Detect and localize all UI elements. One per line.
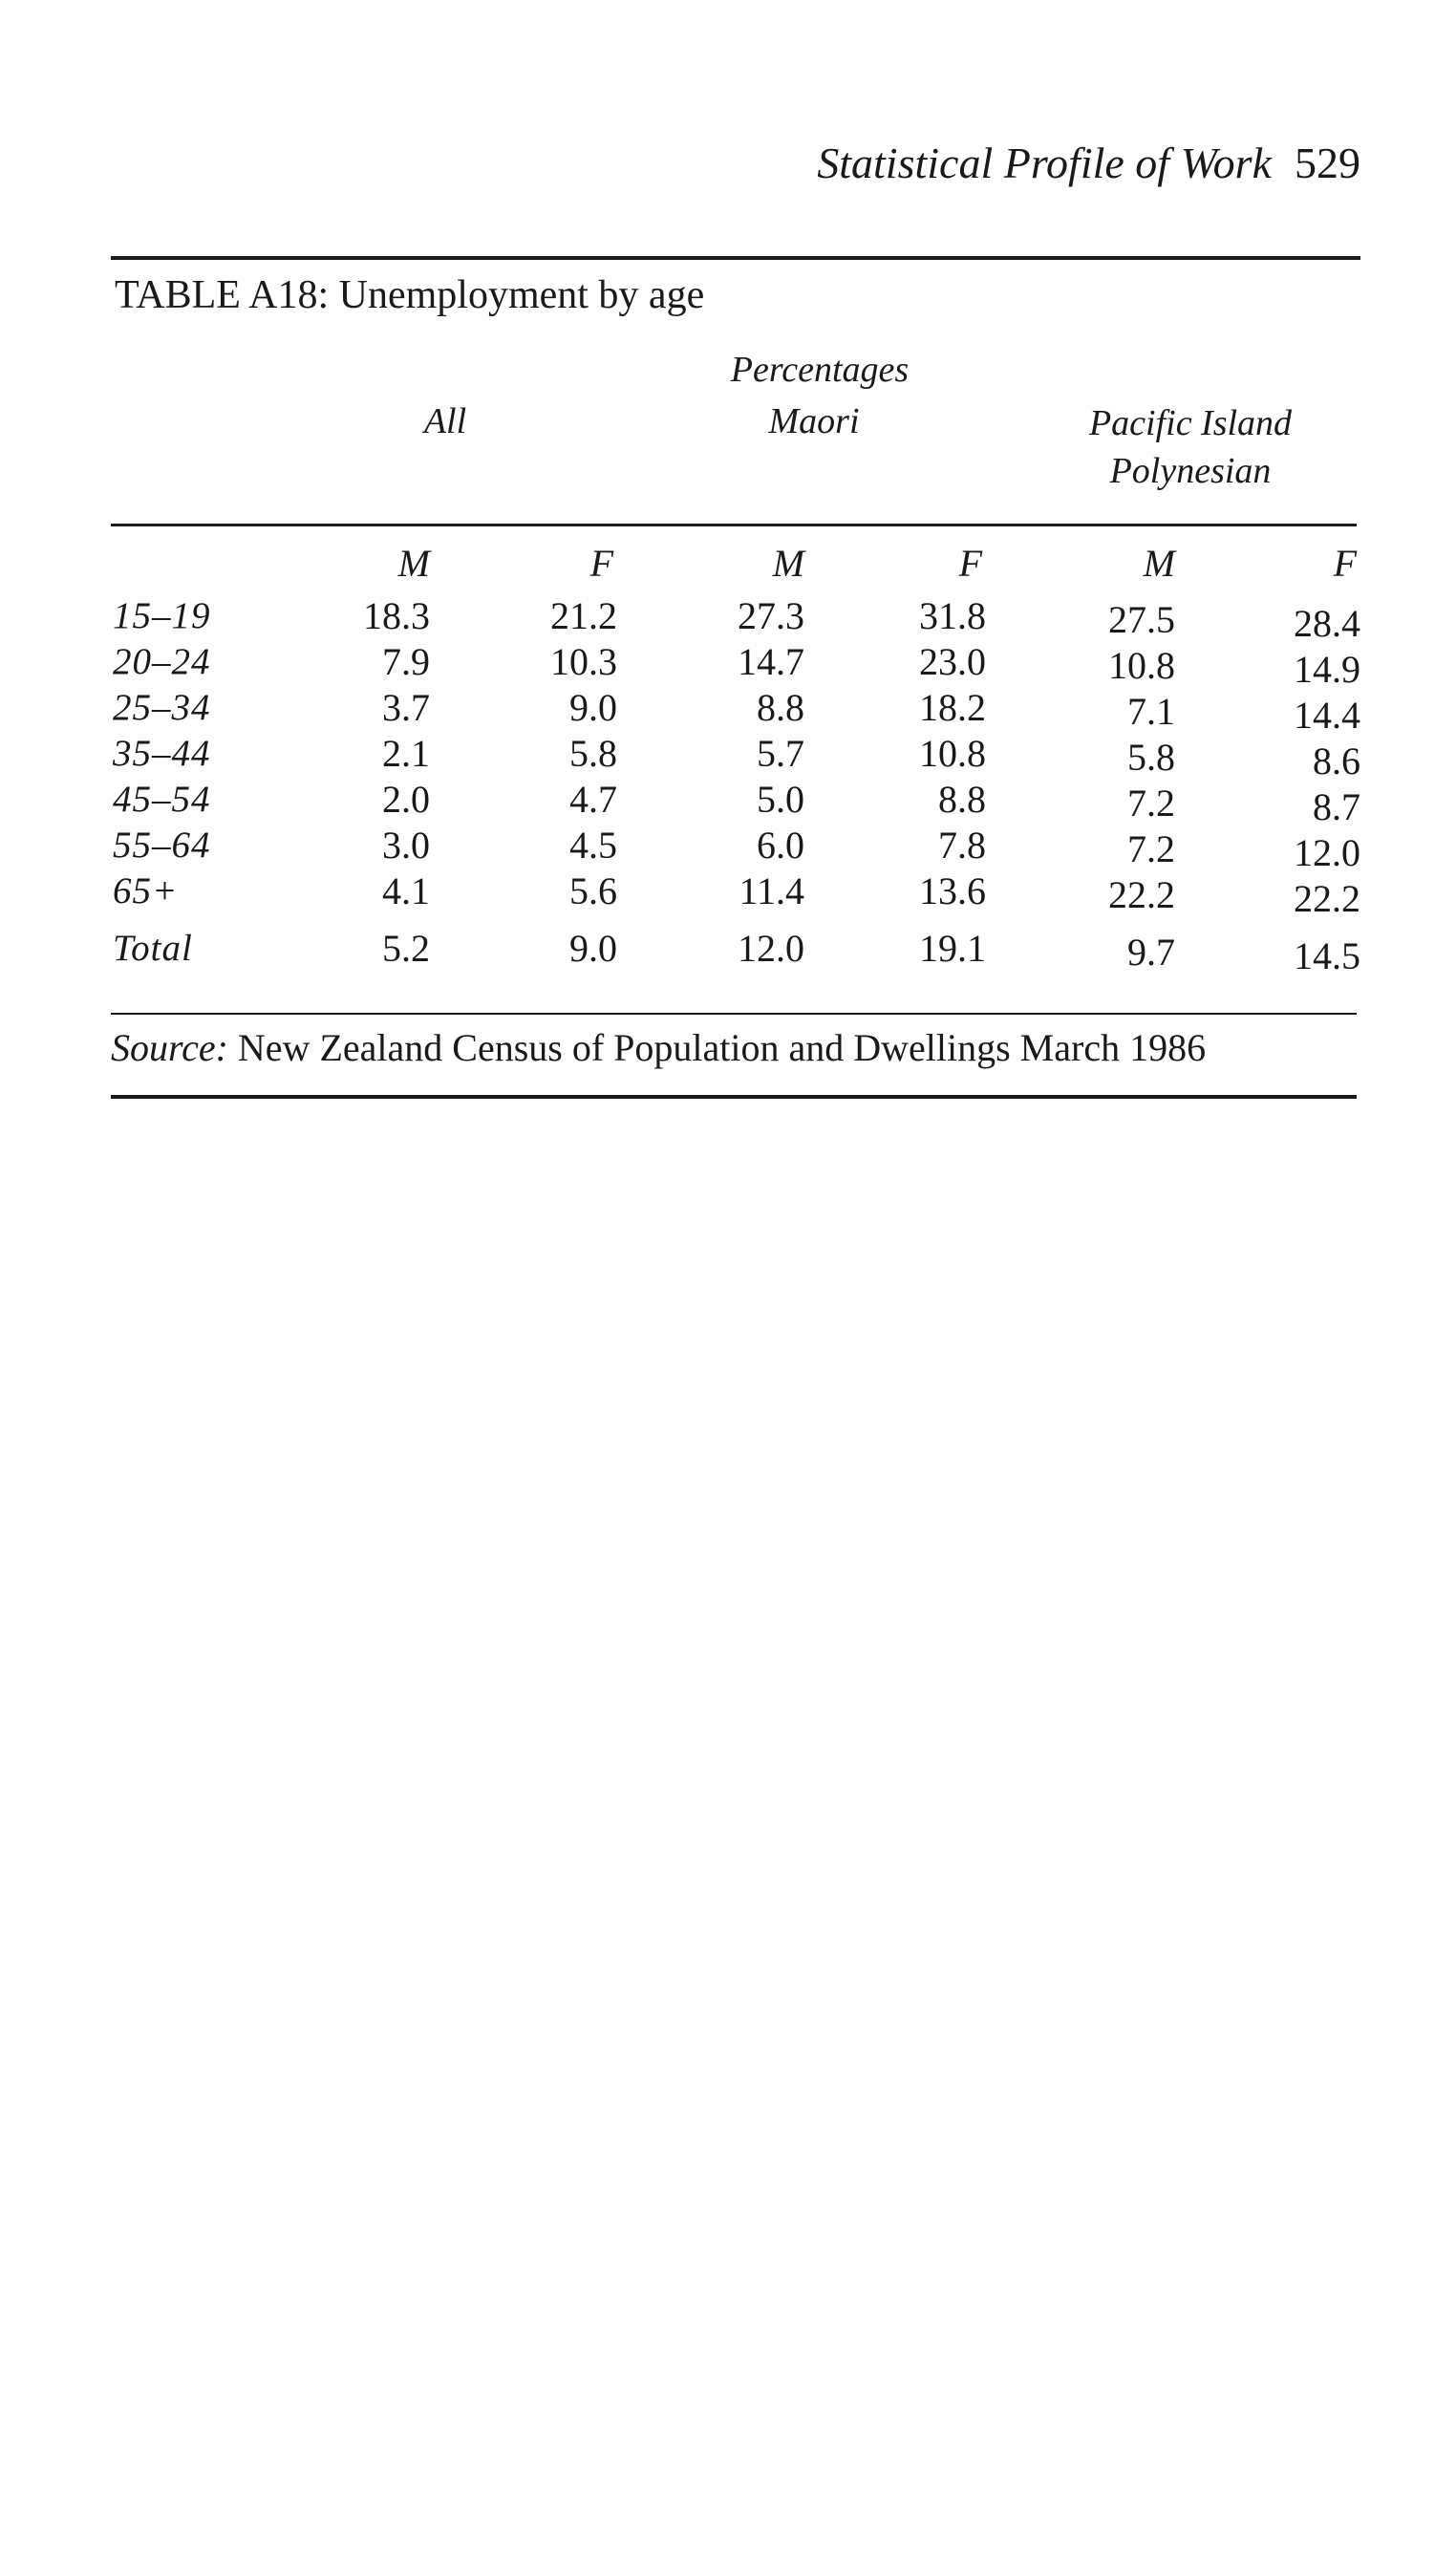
table-cell: 13.6 — [919, 869, 986, 912]
table-cell: 14.5 — [1294, 934, 1360, 977]
source-label: Source: — [111, 1026, 228, 1069]
table-cell: 22.2 — [1108, 873, 1175, 916]
table-cell: 5.8 — [569, 732, 617, 775]
row-label: 15–19 — [113, 595, 211, 636]
table-cell: 19.1 — [919, 927, 986, 970]
table-cell: 7.1 — [1127, 690, 1175, 733]
table-cell: 18.3 — [363, 594, 430, 637]
group-header-pacific-line1: Pacific Island — [1088, 403, 1293, 443]
row-label: 25–34 — [113, 687, 211, 728]
table-cell: 3.7 — [382, 686, 430, 729]
header-rule — [111, 524, 1357, 526]
table-cell: 4.1 — [382, 869, 430, 912]
running-head — [0, 141, 1360, 185]
table-cell: 14.4 — [1294, 694, 1360, 737]
unit-note: Percentages — [730, 350, 910, 390]
table-cell: 9.7 — [1127, 931, 1175, 974]
table-bottom-rule — [111, 1013, 1357, 1015]
table-cell: 8.8 — [938, 778, 986, 821]
table-cell: 18.2 — [919, 686, 986, 729]
table-title-text: Unemployment by age — [338, 273, 705, 317]
table-cell: 7.2 — [1127, 782, 1175, 825]
running-head-title: Statistical Profile of Work — [817, 139, 1272, 187]
column-header-f: F — [958, 542, 982, 585]
table-cell: 3.0 — [382, 824, 430, 867]
table-cell: 5.8 — [1127, 736, 1175, 779]
table-cell: 27.3 — [738, 594, 804, 637]
row-label: 35–44 — [113, 733, 211, 774]
table-cell: 6.0 — [757, 824, 804, 867]
table-cell: 23.0 — [919, 640, 986, 683]
row-label: 45–54 — [113, 779, 211, 820]
table-cell: 11.4 — [739, 869, 804, 912]
table-cell: 7.9 — [382, 640, 430, 683]
page-number: 529 — [1295, 139, 1360, 187]
column-header-f: F — [1333, 542, 1357, 585]
source-bottom-rule — [111, 1095, 1357, 1099]
table-cell: 9.0 — [569, 686, 617, 729]
table-cell: 5.2 — [382, 927, 430, 970]
table-cell: 5.7 — [757, 732, 804, 775]
table-cell: 22.2 — [1294, 877, 1360, 920]
table-cell: 10.3 — [550, 640, 617, 683]
table-cell: 5.6 — [569, 869, 617, 912]
group-header-pacific-line2: Polynesian — [1109, 451, 1272, 491]
group-header-maori: Maori — [768, 401, 860, 441]
table-cell: 2.0 — [382, 778, 430, 821]
top-rule — [111, 256, 1360, 260]
table-cell: 4.5 — [569, 824, 617, 867]
source-note — [111, 1026, 1207, 1069]
table-cell: 12.0 — [1294, 831, 1360, 874]
table-cell: 5.0 — [757, 778, 804, 821]
table-title — [115, 275, 704, 315]
row-label: 20–24 — [113, 641, 211, 682]
table-cell: 14.7 — [738, 640, 804, 683]
source-text: New Zealand Census of Population and Dwellings March 1986 — [237, 1026, 1207, 1069]
table-cell: 28.4 — [1294, 602, 1360, 645]
table-cell: 9.0 — [569, 927, 617, 970]
table-cell: 2.1 — [382, 732, 430, 775]
table-cell: 7.8 — [938, 824, 986, 867]
column-header-m: M — [772, 542, 804, 585]
table-cell: 14.9 — [1294, 648, 1360, 691]
row-label: 65+ — [113, 870, 179, 911]
table-cell: 8.7 — [1313, 785, 1360, 828]
row-label: 55–64 — [113, 825, 211, 866]
table-cell: 7.2 — [1127, 827, 1175, 870]
column-header-m: M — [397, 542, 430, 585]
table-cell: 21.2 — [550, 594, 617, 637]
table-label: TABLE A18: — [115, 273, 330, 317]
table-cell: 31.8 — [919, 594, 986, 637]
table-cell: 10.8 — [1108, 644, 1175, 687]
row-label: Total — [113, 928, 193, 969]
table-cell: 27.5 — [1108, 598, 1175, 641]
column-header-m: M — [1143, 542, 1175, 585]
table-cell: 4.7 — [569, 778, 617, 821]
table-cell: 8.8 — [757, 686, 804, 729]
table-cell: 10.8 — [919, 732, 986, 775]
table-cell: 8.6 — [1313, 740, 1360, 783]
group-header-all: All — [423, 401, 467, 441]
column-header-f: F — [589, 542, 613, 585]
table-cell: 12.0 — [738, 927, 804, 970]
